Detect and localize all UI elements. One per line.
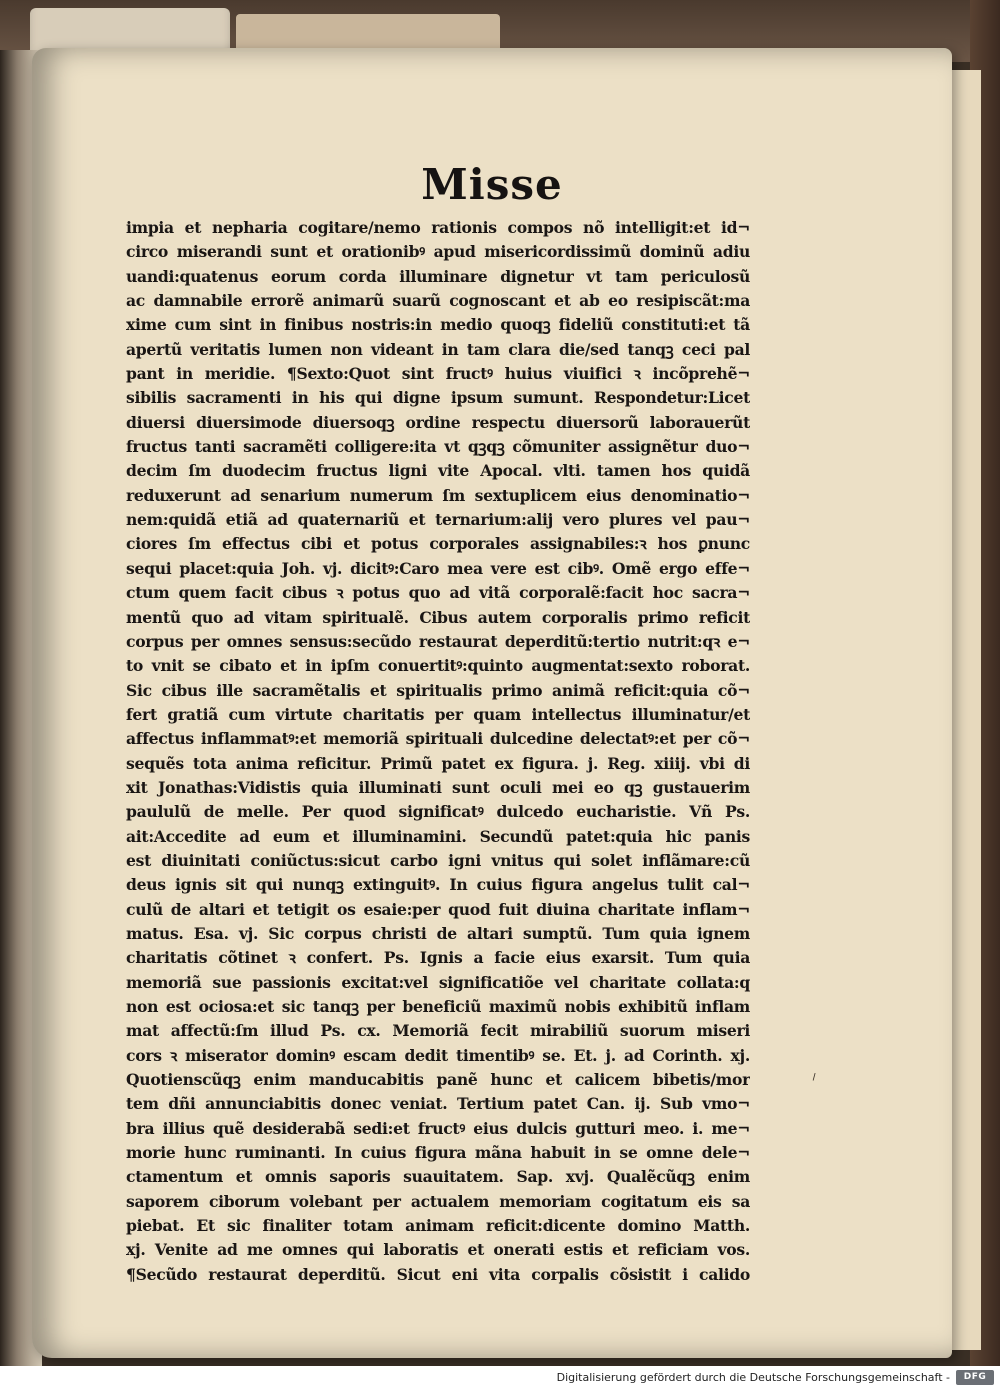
- text-line: paululũ de melle. Per quod significatꝰ dulcedo eucharistie. Vñ Ps.: [126, 802, 750, 822]
- text-line: xj. Venite ad me omnes qui laboratis et onerati estis et reficiam vos.: [126, 1240, 750, 1260]
- text-line: piebat. Et sic finaliter totam animam reficit:dicente domino Matth.: [126, 1216, 750, 1236]
- text-line: sequi placet:quia Joh. vj. dicitꝰ:Caro mea vere est cibꝰ. Omẽ ergo effe¬: [126, 558, 750, 578]
- text-line: ciores ſm effectus cibi et potus corporales assignabiles:ꝛ hos ꝑnunc: [126, 534, 750, 554]
- text-line: cors ꝛ miserator dominꝰ escam dedit timentibꝰ se. Et. j. ad Corinth. xj.: [126, 1045, 750, 1065]
- text-line: tem dñi annunciabitis donec veniat. Tertium patet Can. ij. Sub vmo¬: [126, 1094, 750, 1114]
- text-line: diuersi diuersimode diuersoqꝫ ordine respectu diuersorũ laborauerũt: [126, 412, 750, 432]
- body-text: [126, 216, 750, 1287]
- text-line: charitatis cõtinet ꝛ confert. Ps. Ignis a facie eius exarsit. Tum quia: [126, 948, 750, 968]
- text-line: non est ociosa:et sic tanqꝫ per beneficiũ maximũ nobis exhibitũ inflam: [126, 997, 750, 1016]
- text-line: deus ignis sit qui nunqꝫ extinguitꝰ. In cuius figura angelus tulit cal¬: [126, 875, 750, 895]
- text-line: ctamentum et omnis saporis suauitatem. Sap. xvj. Qualẽcũqꝫ enim: [126, 1167, 750, 1187]
- page-heading: Misse: [421, 160, 563, 209]
- text-line: mat affectũ:ſm illud Ps. cx. Memoriã fecit mirabiliũ suorum miseri: [126, 1021, 750, 1041]
- text-line: xit Jonathas:Vidistis quia illuminati sunt oculi mei eo qꝫ gustauerim: [126, 777, 750, 797]
- footer-bar: [0, 1366, 1000, 1390]
- text-line: ¶Secũdo restaurat deperditũ. Sicut eni vita corpalis cõsistit i calido: [126, 1264, 750, 1284]
- text-line: matus. Esa. vj. Sic corpus christi de altari sumptũ. Tum quia ignem: [126, 923, 750, 943]
- text-line: impia et nepharia cogitare/nemo rationis compos nõ intelligit:et id¬: [126, 218, 750, 237]
- text-line: uandi:quatenus eorum corda illuminare dignetur vt tam periculosũ: [126, 266, 750, 286]
- text-line: sequẽs tota anima reficitur. Primũ patet ex figura. j. Reg. xiiij. vbi di: [126, 753, 750, 773]
- text-line: sibilis sacramenti in his qui digne ipsum sumunt. Respondetur:Licet: [126, 388, 750, 408]
- text-line: nem:quidã etiã ad quaternariũ et ternarium:alij vero plures vel pau¬: [126, 510, 750, 530]
- text-line: ac damnabile errorẽ animarũ suarũ cognoscant et ab eo resipiscãt:ma: [126, 291, 750, 311]
- text-line: to vnit se cibato et in ipſm conuertitꝰ:quinto augmentat:sexto roborat.: [126, 656, 750, 676]
- text-line: circo miserandi sunt et orationibꝰ apud misericordissimũ dominũ adiu: [126, 242, 750, 262]
- text-line: pant in meridie. ¶Sexto:Quot sint fructꝰ huius viuifici ꝛ incõprehẽ¬: [126, 364, 750, 384]
- text-line: affectus inflammatꝰ:et memoriã spirituali dulcedine delectatꝰ:et per cõ¬: [126, 729, 750, 749]
- dfg-logo: DFG: [956, 1370, 994, 1385]
- text-line: Sic cibus ille sacramẽtalis et spiritualis primo animã reficit:quia cõ¬: [126, 680, 750, 700]
- text-line: morie hunc ruminanti. In cuius figura mãna habuit in se omne dele¬: [126, 1143, 750, 1163]
- text-line: Quotienscũqꝫ enim manducabitis panẽ hunc et calicem bibetis/mor: [126, 1070, 750, 1090]
- text-line: apertũ veritatis lumen non videant in tam clara die/sed tanqꝫ ceci pal: [126, 339, 750, 359]
- book-page: [32, 48, 952, 1358]
- text-line: xime cum sint in finibus nostris:in medio quoqꝫ fideliũ constituti:et tã: [126, 315, 750, 335]
- text-line: corpus per omnes sensus:secũdo restaurat deperditũ:tertio nutrit:qꝛ e¬: [126, 631, 750, 651]
- funding-credit: Digitalisierung gefördert durch die Deutsche Forschungsgemeinschaft -: [556, 1371, 950, 1384]
- text-line: decim ſm duodecim fructus ligni vite Apocal. vlti. tamen hos quidã: [126, 461, 750, 481]
- text-line: bra illius quẽ desiderabã sedi:et fructꝰ eius dulcis gutturi meo. i. me¬: [126, 1118, 750, 1138]
- text-line: saporem ciborum volebant per actualem memoriam cogitatum eis sa: [126, 1191, 750, 1211]
- text-line: ctum quem facit cibus ꝛ potus quo ad vitã corporalẽ:facit hoc sacra¬: [126, 583, 750, 603]
- text-line: fert gratiã cum virtute charitatis per quam intellectus illuminatur/et: [126, 704, 750, 724]
- text-line: est diuinitati coniũctus:sicut carbo igni vnitus qui solet inflãmare:cũ: [126, 850, 750, 870]
- text-line: ait:Accedite ad eum et illuminamini. Secundũ patet:quia hic panis: [126, 826, 750, 846]
- text-line: culũ de altari et tetigit os esaie:per quod fuit diuina charitate inflam¬: [126, 899, 750, 919]
- text-line: fructus tanti sacramẽti colligere:ita vt qꝫqꝫ cõmuniter assignẽtur duo¬: [126, 437, 750, 457]
- margin-mark: ⸝: [804, 1063, 821, 1084]
- text-line: mentũ quo ad vitam spiritualẽ. Cibus autem corporalis primo reficit: [126, 607, 750, 627]
- text-line: reduxerunt ad senarium numerum ſm sextuplicem eius denominatio¬: [126, 485, 750, 505]
- text-line: memoriã sue passionis excitat:vel significatiõe vel charitate collata:q: [126, 972, 750, 992]
